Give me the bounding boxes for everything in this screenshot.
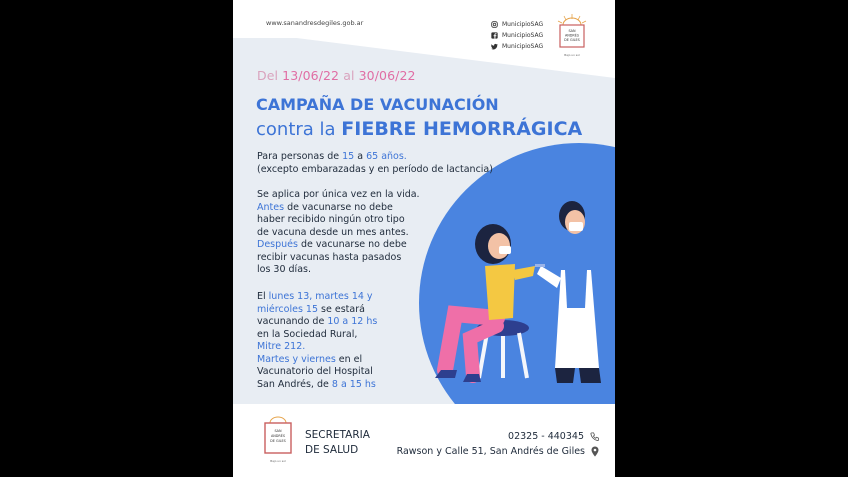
rules-line-4: de vacuna desde un mes antes. bbox=[257, 226, 409, 238]
social-facebook[interactable] bbox=[491, 30, 543, 41]
social-instagram[interactable] bbox=[491, 19, 543, 30]
schedule-line-3 bbox=[257, 316, 377, 329]
phone-icon bbox=[590, 432, 599, 441]
secretaria-line-1: SECRETARIA bbox=[305, 429, 370, 441]
title-prefix: contra la bbox=[256, 119, 336, 140]
phone-row[interactable] bbox=[397, 429, 599, 444]
schedule-text: San Andrés, de bbox=[257, 378, 332, 390]
audience-text: Para personas de bbox=[257, 151, 343, 162]
twitter-handle: MunicipioSAG bbox=[502, 43, 544, 50]
days-highlight: lunes 13, martes 14 y bbox=[268, 291, 373, 302]
svg-text:ANDRÉS: ANDRÉS bbox=[270, 434, 286, 438]
svg-text:SAN: SAN bbox=[274, 429, 282, 433]
hours-highlight-2: 8 a 15 hs bbox=[331, 378, 376, 390]
schedule-line-6 bbox=[257, 354, 377, 367]
hours-highlight: 10 a 12 hs bbox=[327, 316, 378, 327]
footer bbox=[233, 404, 615, 477]
dates-del: Del bbox=[257, 68, 279, 83]
svg-text:Bajo un sol: Bajo un sol bbox=[564, 53, 580, 57]
social-links bbox=[491, 19, 543, 52]
site-url[interactable]: www.sanandresdegiles.gob.ar bbox=[266, 19, 364, 27]
location-pin-icon bbox=[591, 446, 599, 457]
audience-text-a: a bbox=[354, 151, 367, 162]
audience-paragraph bbox=[257, 151, 493, 176]
title-line-1: CAMPAÑA DE VACUNACIÓN bbox=[256, 95, 499, 114]
secretaria-line-2: DE SALUD bbox=[305, 444, 359, 456]
rules-line-1: Se aplica por única vez en la vida. bbox=[257, 189, 420, 200]
schedule-text: se estará bbox=[318, 303, 365, 315]
secretaria-label bbox=[305, 428, 370, 458]
address-row[interactable] bbox=[397, 444, 599, 459]
svg-text:DE GILES: DE GILES bbox=[564, 38, 580, 42]
twitter-icon bbox=[491, 43, 498, 50]
svg-text:SAN: SAN bbox=[568, 29, 576, 33]
rules-line-3: haber recibido ningún otro tipo bbox=[257, 214, 405, 225]
rules-line-6: recibir vacunas hasta pasados bbox=[257, 251, 402, 263]
schedule-text: El bbox=[257, 291, 269, 302]
despues-highlight: Después bbox=[257, 239, 298, 250]
instagram-icon bbox=[491, 21, 498, 28]
audience-line bbox=[257, 151, 493, 164]
schedule-paragraph bbox=[257, 291, 377, 391]
svg-text:DE GILES: DE GILES bbox=[270, 439, 286, 443]
schedule-line-5: Mitre 212. bbox=[257, 341, 306, 352]
dates-start: 13/06/22 bbox=[282, 68, 340, 83]
vaccination-illustration bbox=[415, 178, 615, 404]
municipality-logo bbox=[554, 12, 590, 60]
schedule-text: en el bbox=[335, 353, 363, 365]
rules-line-7: los 30 días. bbox=[257, 264, 311, 275]
rules-paragraph bbox=[257, 189, 420, 277]
facebook-handle: MunicipioSAG bbox=[502, 32, 544, 39]
schedule-line-2 bbox=[257, 304, 377, 317]
weekdays-highlight: Martes y viernes bbox=[257, 353, 336, 365]
antes-highlight: Antes bbox=[257, 201, 285, 213]
age-to: 65 años. bbox=[366, 151, 407, 162]
title-highlight: FIEBRE HEMORRÁGICA bbox=[341, 118, 583, 140]
rules-line-5 bbox=[257, 239, 420, 252]
title-line-2 bbox=[256, 118, 582, 140]
instagram-handle: MunicipioSAG bbox=[502, 21, 544, 28]
facebook-icon bbox=[491, 32, 498, 39]
rules-text: de vacunarse no debe bbox=[284, 201, 393, 213]
exception-note: (excepto embarazadas y en período de lactancia) bbox=[257, 163, 493, 175]
days-highlight-2: miércoles 15 bbox=[257, 303, 319, 315]
social-twitter[interactable] bbox=[491, 41, 543, 52]
contact-info bbox=[397, 429, 599, 459]
dates-end: 30/06/22 bbox=[358, 68, 416, 83]
schedule-line-8 bbox=[257, 379, 377, 392]
svg-text:ANDRÉS: ANDRÉS bbox=[564, 33, 580, 38]
poster bbox=[233, 0, 615, 477]
schedule-text: vacunando de bbox=[257, 316, 328, 327]
schedule-line-7: Vacunatorio del Hospital bbox=[257, 366, 373, 377]
age-from: 15 bbox=[342, 151, 355, 162]
dates-al: al bbox=[343, 68, 355, 83]
municipality-logo-footer bbox=[261, 414, 295, 466]
rules-line-2 bbox=[257, 202, 420, 215]
svg-text:Bajo un sol: Bajo un sol bbox=[270, 459, 286, 463]
schedule-line-4: en la Sociedad Rural, bbox=[257, 328, 358, 340]
schedule-line-1 bbox=[257, 291, 377, 304]
campaign-dates bbox=[257, 68, 416, 83]
address-text: Rawson y Calle 51, San Andrés de Giles bbox=[396, 446, 585, 457]
phone-number: 02325 - 440345 bbox=[508, 431, 584, 442]
rules-text: de vacunarse no debe bbox=[297, 239, 407, 250]
